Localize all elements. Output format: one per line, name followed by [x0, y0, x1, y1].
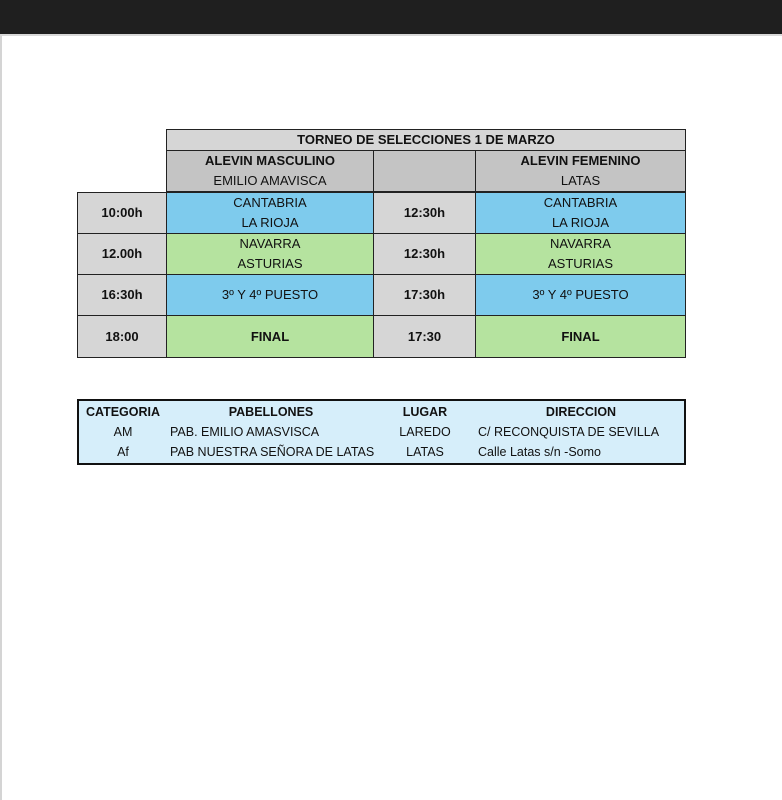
match-left-2: [166, 233, 374, 275]
team: ASTURIAS: [547, 256, 613, 271]
col-header-pabellones: PABELLONES: [228, 405, 314, 419]
match-label: 3º Y 4º PUESTO: [532, 287, 629, 302]
match-right-3: [475, 274, 686, 316]
header-middle: [373, 150, 476, 192]
team: LA RIOJA: [551, 215, 610, 230]
match-left-1: [166, 192, 374, 234]
info-row-2-pabellon: PAB NUESTRA SEÑORA DE LATAS: [170, 445, 375, 459]
right-venue: LATAS: [560, 173, 601, 188]
time-right-1: 12:30h: [373, 192, 476, 234]
match-right-1: [475, 192, 686, 234]
match-label: FINAL: [250, 328, 290, 344]
team: CANTABRIA: [233, 195, 307, 210]
team: CANTABRIA: [543, 195, 618, 210]
team: NAVARRA: [550, 236, 611, 251]
time-left-4: 18:00: [77, 315, 167, 358]
info-row-1-categoria: AM: [113, 425, 133, 439]
right-category: ALEVIN FEMENINO: [520, 153, 641, 168]
match-right-4: [475, 315, 686, 358]
info-row-2-categoria: Af: [117, 445, 129, 459]
left-venue: EMILIO AMAVISCA: [213, 173, 327, 188]
match-right-2: [475, 233, 686, 275]
team: ASTURIAS: [237, 256, 303, 271]
info-row-2-lugar: LATAS: [406, 445, 444, 459]
time-right-3: 17:30h: [373, 274, 476, 316]
match-left-4: [166, 315, 374, 358]
col-header-direccion: DIRECCION: [545, 405, 617, 419]
header-left: [166, 150, 374, 192]
match-left-3: [166, 274, 374, 316]
time-right-4: 17:30: [373, 315, 476, 358]
time-left-3: 16:30h: [77, 274, 167, 316]
col-header-categoria: CATEGORIA: [85, 405, 161, 419]
info-row-2-direccion: Calle Latas s/n -Somo: [478, 445, 601, 459]
time-left-1: 10:00h: [77, 192, 167, 234]
team: LA RIOJA: [241, 215, 299, 230]
venue-info-table: [77, 399, 686, 465]
info-row-1-lugar: LAREDO: [399, 425, 451, 439]
time-right-2: 12:30h: [373, 233, 476, 275]
match-label: 3º Y 4º PUESTO: [221, 287, 319, 302]
info-row-1-direccion: C/ RECONQUISTA DE SEVILLA: [478, 425, 660, 439]
match-label: FINAL: [561, 328, 600, 344]
tournament-title: TORNEO DE SELECCIONES 1 DE MARZO: [166, 129, 686, 151]
col-header-lugar: LUGAR: [402, 405, 448, 419]
time-left-2: 12.00h: [77, 233, 167, 275]
team: NAVARRA: [239, 236, 301, 251]
window-title-bar: [0, 0, 782, 34]
left-category: ALEVIN MASCULINO: [205, 153, 335, 168]
header-right: [475, 150, 686, 192]
info-row-1-pabellon: PAB. EMILIO AMASVISCA: [170, 425, 320, 439]
